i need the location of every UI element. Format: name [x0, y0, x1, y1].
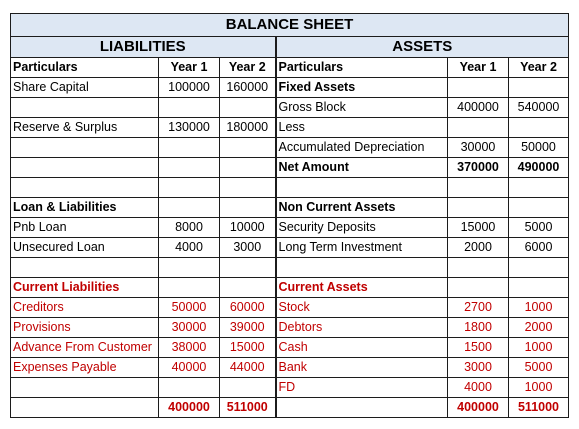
liability-year2-value: 10000 — [220, 218, 276, 238]
asset-particular: Security Deposits — [276, 218, 448, 238]
table-row — [11, 138, 569, 158]
asset-year2-value: 5000 — [509, 218, 569, 238]
column-header-row — [11, 58, 569, 78]
table-row — [11, 258, 569, 278]
liability-year2-value: 44000 — [220, 358, 276, 378]
asset-year1-value: 400000 — [448, 98, 509, 118]
liability-particular: Expenses Payable — [11, 358, 159, 378]
liability-particular — [11, 138, 159, 158]
liability-year1-value: 50000 — [159, 298, 220, 318]
asset-year2-value: 1000 — [509, 378, 569, 398]
liability-year2-value — [220, 178, 276, 198]
asset-year2-value — [509, 178, 569, 198]
asset-particular — [276, 398, 448, 418]
asset-year2-value — [509, 78, 569, 98]
liability-year2-value — [220, 278, 276, 298]
liability-year1-value — [159, 198, 220, 218]
asset-year2-value — [509, 118, 569, 138]
liability-particular: Reserve & Surplus — [11, 118, 159, 138]
asset-year1-value — [448, 118, 509, 138]
asset-year1-value: 2000 — [448, 238, 509, 258]
asset-year1-value: 2700 — [448, 298, 509, 318]
asset-year1-value: 4000 — [448, 378, 509, 398]
liability-year1-value — [159, 378, 220, 398]
asset-particular: Current Assets — [276, 278, 448, 298]
asset-particular: Gross Block — [276, 98, 448, 118]
asset-year1-value: 1500 — [448, 338, 509, 358]
asset-particular: Non Current Assets — [276, 198, 448, 218]
asset-year2-value — [509, 258, 569, 278]
liability-particular — [11, 378, 159, 398]
liability-year2-value — [220, 138, 276, 158]
liability-year2-value — [220, 98, 276, 118]
liability-year1-value — [159, 158, 220, 178]
liability-year2-value: 15000 — [220, 338, 276, 358]
liab-year1-header: Year 1 — [159, 58, 220, 78]
asset-year1-value: 15000 — [448, 218, 509, 238]
liability-particular — [11, 398, 159, 418]
liability-particular — [11, 258, 159, 278]
liability-particular: Share Capital — [11, 78, 159, 98]
asset-particular: Debtors — [276, 318, 448, 338]
sheet-title: BALANCE SHEET — [11, 14, 569, 37]
asset-particular: FD — [276, 378, 448, 398]
liability-year2-value — [220, 258, 276, 278]
liability-particular: Creditors — [11, 298, 159, 318]
asset-year1-value — [448, 198, 509, 218]
liability-particular: Pnb Loan — [11, 218, 159, 238]
asset-particular: Accumulated Depreciation — [276, 138, 448, 158]
liability-year1-value: 4000 — [159, 238, 220, 258]
table-body — [11, 78, 569, 418]
asset-particular: Net Amount — [276, 158, 448, 178]
liability-particular: Current Liabilities — [11, 278, 159, 298]
asset-year2-value: 1000 — [509, 298, 569, 318]
liability-year1-value — [159, 278, 220, 298]
liability-particular — [11, 178, 159, 198]
asset-year2-value — [509, 278, 569, 298]
liabilities-header: LIABILITIES — [11, 37, 276, 58]
asset-year2-value: 50000 — [509, 138, 569, 158]
asset-year2-value: 1000 — [509, 338, 569, 358]
table-row — [11, 318, 569, 338]
asset-year1-value: 400000 — [448, 398, 509, 418]
liability-year2-value: 180000 — [220, 118, 276, 138]
title-row — [11, 14, 569, 37]
asset-particular: Stock — [276, 298, 448, 318]
asset-particular: Fixed Assets — [276, 78, 448, 98]
asset-year2-value: 511000 — [509, 398, 569, 418]
section-header-row — [11, 37, 569, 58]
liability-year1-value: 30000 — [159, 318, 220, 338]
table-row — [11, 358, 569, 378]
liability-year1-value: 40000 — [159, 358, 220, 378]
asset-particular — [276, 258, 448, 278]
table-row — [11, 178, 569, 198]
liability-year1-value — [159, 98, 220, 118]
asset-particular: Cash — [276, 338, 448, 358]
table-row — [11, 218, 569, 238]
liability-year2-value: 3000 — [220, 238, 276, 258]
table-row — [11, 338, 569, 358]
liability-year2-value: 39000 — [220, 318, 276, 338]
liability-year1-value: 100000 — [159, 78, 220, 98]
asset-particular: Less — [276, 118, 448, 138]
asset-year1-value — [448, 278, 509, 298]
liability-year2-value: 60000 — [220, 298, 276, 318]
asset-year1-value: 3000 — [448, 358, 509, 378]
liab-particulars-header: Particulars — [11, 58, 159, 78]
asset-particular: Bank — [276, 358, 448, 378]
liability-year1-value — [159, 178, 220, 198]
table-row — [11, 78, 569, 98]
liability-year2-value — [220, 378, 276, 398]
liability-year1-value: 38000 — [159, 338, 220, 358]
table-row — [11, 98, 569, 118]
liability-year1-value — [159, 258, 220, 278]
table-row — [11, 158, 569, 178]
table-row — [11, 398, 569, 418]
asset-year2-value: 6000 — [509, 238, 569, 258]
asset-year1-value — [448, 178, 509, 198]
liability-particular: Loan & Liabilities — [11, 198, 159, 218]
table-row — [11, 238, 569, 258]
asset-year2-value — [509, 198, 569, 218]
liability-year1-value: 400000 — [159, 398, 220, 418]
table-row — [11, 198, 569, 218]
asset-year1-value: 1800 — [448, 318, 509, 338]
liability-year2-value: 160000 — [220, 78, 276, 98]
asset-year2-value: 490000 — [509, 158, 569, 178]
asset-year2-value: 2000 — [509, 318, 569, 338]
asset-year1-value — [448, 78, 509, 98]
table-row — [11, 298, 569, 318]
asset-year2-value: 540000 — [509, 98, 569, 118]
asset-year1-value — [448, 258, 509, 278]
asset-year1-value: 30000 — [448, 138, 509, 158]
asset-particulars-header: Particulars — [276, 58, 448, 78]
liab-year2-header: Year 2 — [220, 58, 276, 78]
table-row — [11, 278, 569, 298]
liability-particular — [11, 158, 159, 178]
liability-year1-value: 8000 — [159, 218, 220, 238]
liability-particular: Provisions — [11, 318, 159, 338]
asset-year1-value: 370000 — [448, 158, 509, 178]
liability-year2-value — [220, 198, 276, 218]
liability-particular: Advance From Customer — [11, 338, 159, 358]
table-row — [11, 118, 569, 138]
balance-sheet-table — [10, 13, 569, 418]
liability-particular: Unsecured Loan — [11, 238, 159, 258]
liability-year1-value: 130000 — [159, 118, 220, 138]
table-row — [11, 378, 569, 398]
asset-year2-value: 5000 — [509, 358, 569, 378]
liability-particular — [11, 98, 159, 118]
asset-particular: Long Term Investment — [276, 238, 448, 258]
asset-year2-header: Year 2 — [509, 58, 569, 78]
liability-year2-value — [220, 158, 276, 178]
liability-year2-value: 511000 — [220, 398, 276, 418]
asset-year1-header: Year 1 — [448, 58, 509, 78]
assets-header: ASSETS — [276, 37, 569, 58]
asset-particular — [276, 178, 448, 198]
liability-year1-value — [159, 138, 220, 158]
